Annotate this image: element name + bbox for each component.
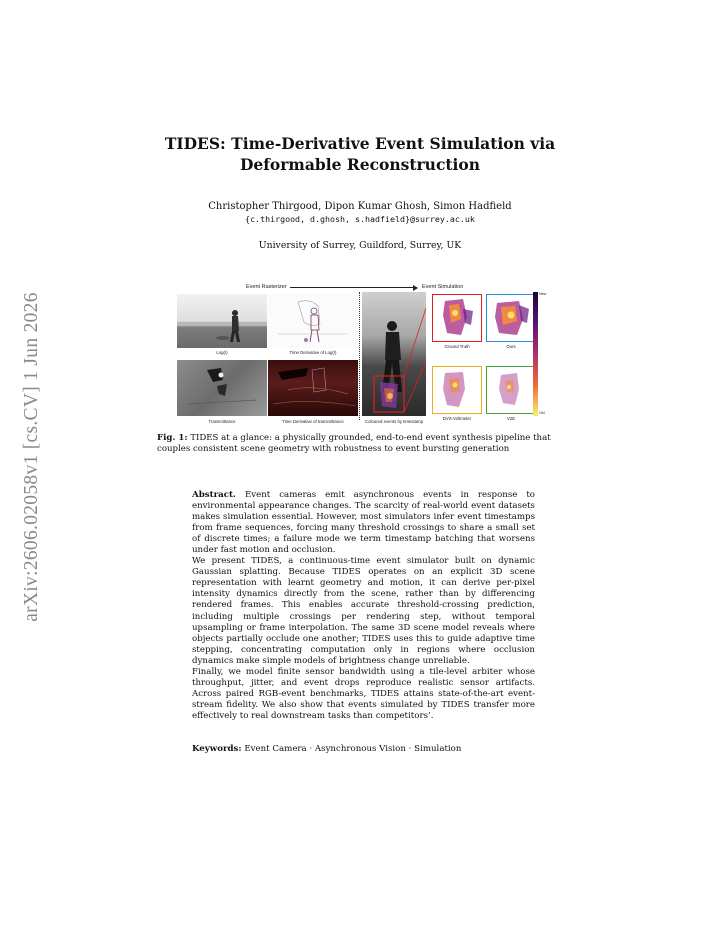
dvs-voltmeter-caption: DVS-Voltmeter [442,416,472,421]
coloured-events-image [362,292,426,416]
ours-caption: Ours [506,344,516,349]
transmittance-image [177,360,267,416]
time-derivative-log-caption: Time Derivative of Log(I) [289,350,337,355]
abstract-paragraph-1 [192,490,535,556]
log-intensity-image [177,294,267,348]
ours-drawing [487,295,534,340]
time-derivative-log-image [268,294,358,348]
time-derivative-log-drawing [268,294,358,348]
v2e-drawing [487,367,534,412]
pipeline-arrow [290,287,417,288]
log-intensity-drawing [177,294,267,348]
time-derivative-transmittance-image [268,360,358,416]
keywords [192,744,535,754]
ground-truth-thumbnail [432,294,482,342]
colorbar-bottom-label: Old [539,411,545,415]
time-derivative-transmittance-drawing [268,360,358,416]
dvs-voltmeter-thumbnail [432,366,482,414]
dvs-voltmeter-drawing [433,367,480,412]
timestamp-colorbar [533,292,538,416]
coloured-events-caption: Coloured events by timestamp [364,419,424,424]
transmittance-drawing [177,360,267,416]
abstract-paragraph-3: Finally, we model finite sensor bandwidth using a tile-level arbiter whose throughput, jitter, and event drops reproduce realistic sensor artifacts. Across paired RGB-event benchmarks, TIDES attains state-of-the-art event-stream fidelity. We also show that events simulated by TIDES transfer more effectively to real downstream tasks than competitors’. [192,666,535,721]
abstract-paragraph-1-text: Event cameras emit asynchronous events in response to environmental appearance changes. The scarcity of real-world event datasets makes simulation essential. However, most simulators infer event timestamps from frame sequences, forcing many threshold crossings to share a small set of discrete times; a failure mode we term timestamp batching that worsens under fast motion and occlusion. [192,490,535,556]
log-intensity-caption: Log(I) [216,350,228,355]
v2e-caption: V2E [506,416,516,421]
keywords-text: Event Camera · Asynchronous Vision · Simulation [244,744,462,754]
teaser-figure [170,280,550,430]
author-list: Christopher Thirgood, Dipon Kumar Ghosh, Simon Hadfield [208,201,512,212]
paper-title: TIDES: Time-Derivative Event Simulation via Deformable Reconstruction [164,134,556,174]
figure-caption-label: Fig. 1: [157,433,188,443]
ground-truth-drawing [433,295,480,340]
figure-divider [359,292,360,420]
figure-caption [157,433,567,456]
ground-truth-caption: Ground Truth [444,344,470,349]
figure-caption-text: TIDES at a glance: a physically grounded, end-to-end event synthesis pipeline that couples consistent scene geometry with robustness to event bursting generation [157,433,551,455]
time-derivative-transmittance-caption: Time Derivative of transmittance [282,419,344,424]
event-simulation-header: Event Simulation [422,284,464,290]
coloured-events-drawing [362,292,426,416]
colorbar-top-label: New [539,292,547,296]
abstract-label: Abstract. [192,490,236,500]
transmittance-caption: Transmittance [208,419,236,424]
v2e-thumbnail [486,366,536,414]
abstract [192,490,535,722]
arxiv-side-identifier: arXiv:2606.02058v1 [cs.CV] 1 Jun 2026 [21,292,43,622]
event-rasterizer-header: Event Rasterizer [246,284,287,290]
ours-thumbnail [486,294,536,342]
abstract-paragraph-2: We present TIDES, a continuous-time event simulator built on dynamic Gaussian splatting. Because TIDES operates on an explicit 3D scene representation with learnt geometry and motion, it can derive per-pixel intensity dynamics directly from the scene, rather than by differencing rendered frames. This enables accurate threshold-crossing prediction, including multiple crossings per rendering step, without temporal upsampling or frame interpolation. The same 3D scene model reveals where objects partially occlude one another; TIDES uses this to guide adaptive time stepping, concentrating computation only in regions where occlusion dynamics make simple models of brightness change unreliable. [192,556,535,666]
author-emails: {c.thirgood, d.ghosh, s.hadfield}@surrey.ac.uk [245,214,475,224]
affiliation: University of Surrey, Guildford, Surrey, UK [258,240,462,251]
keywords-label: Keywords: [192,744,242,754]
